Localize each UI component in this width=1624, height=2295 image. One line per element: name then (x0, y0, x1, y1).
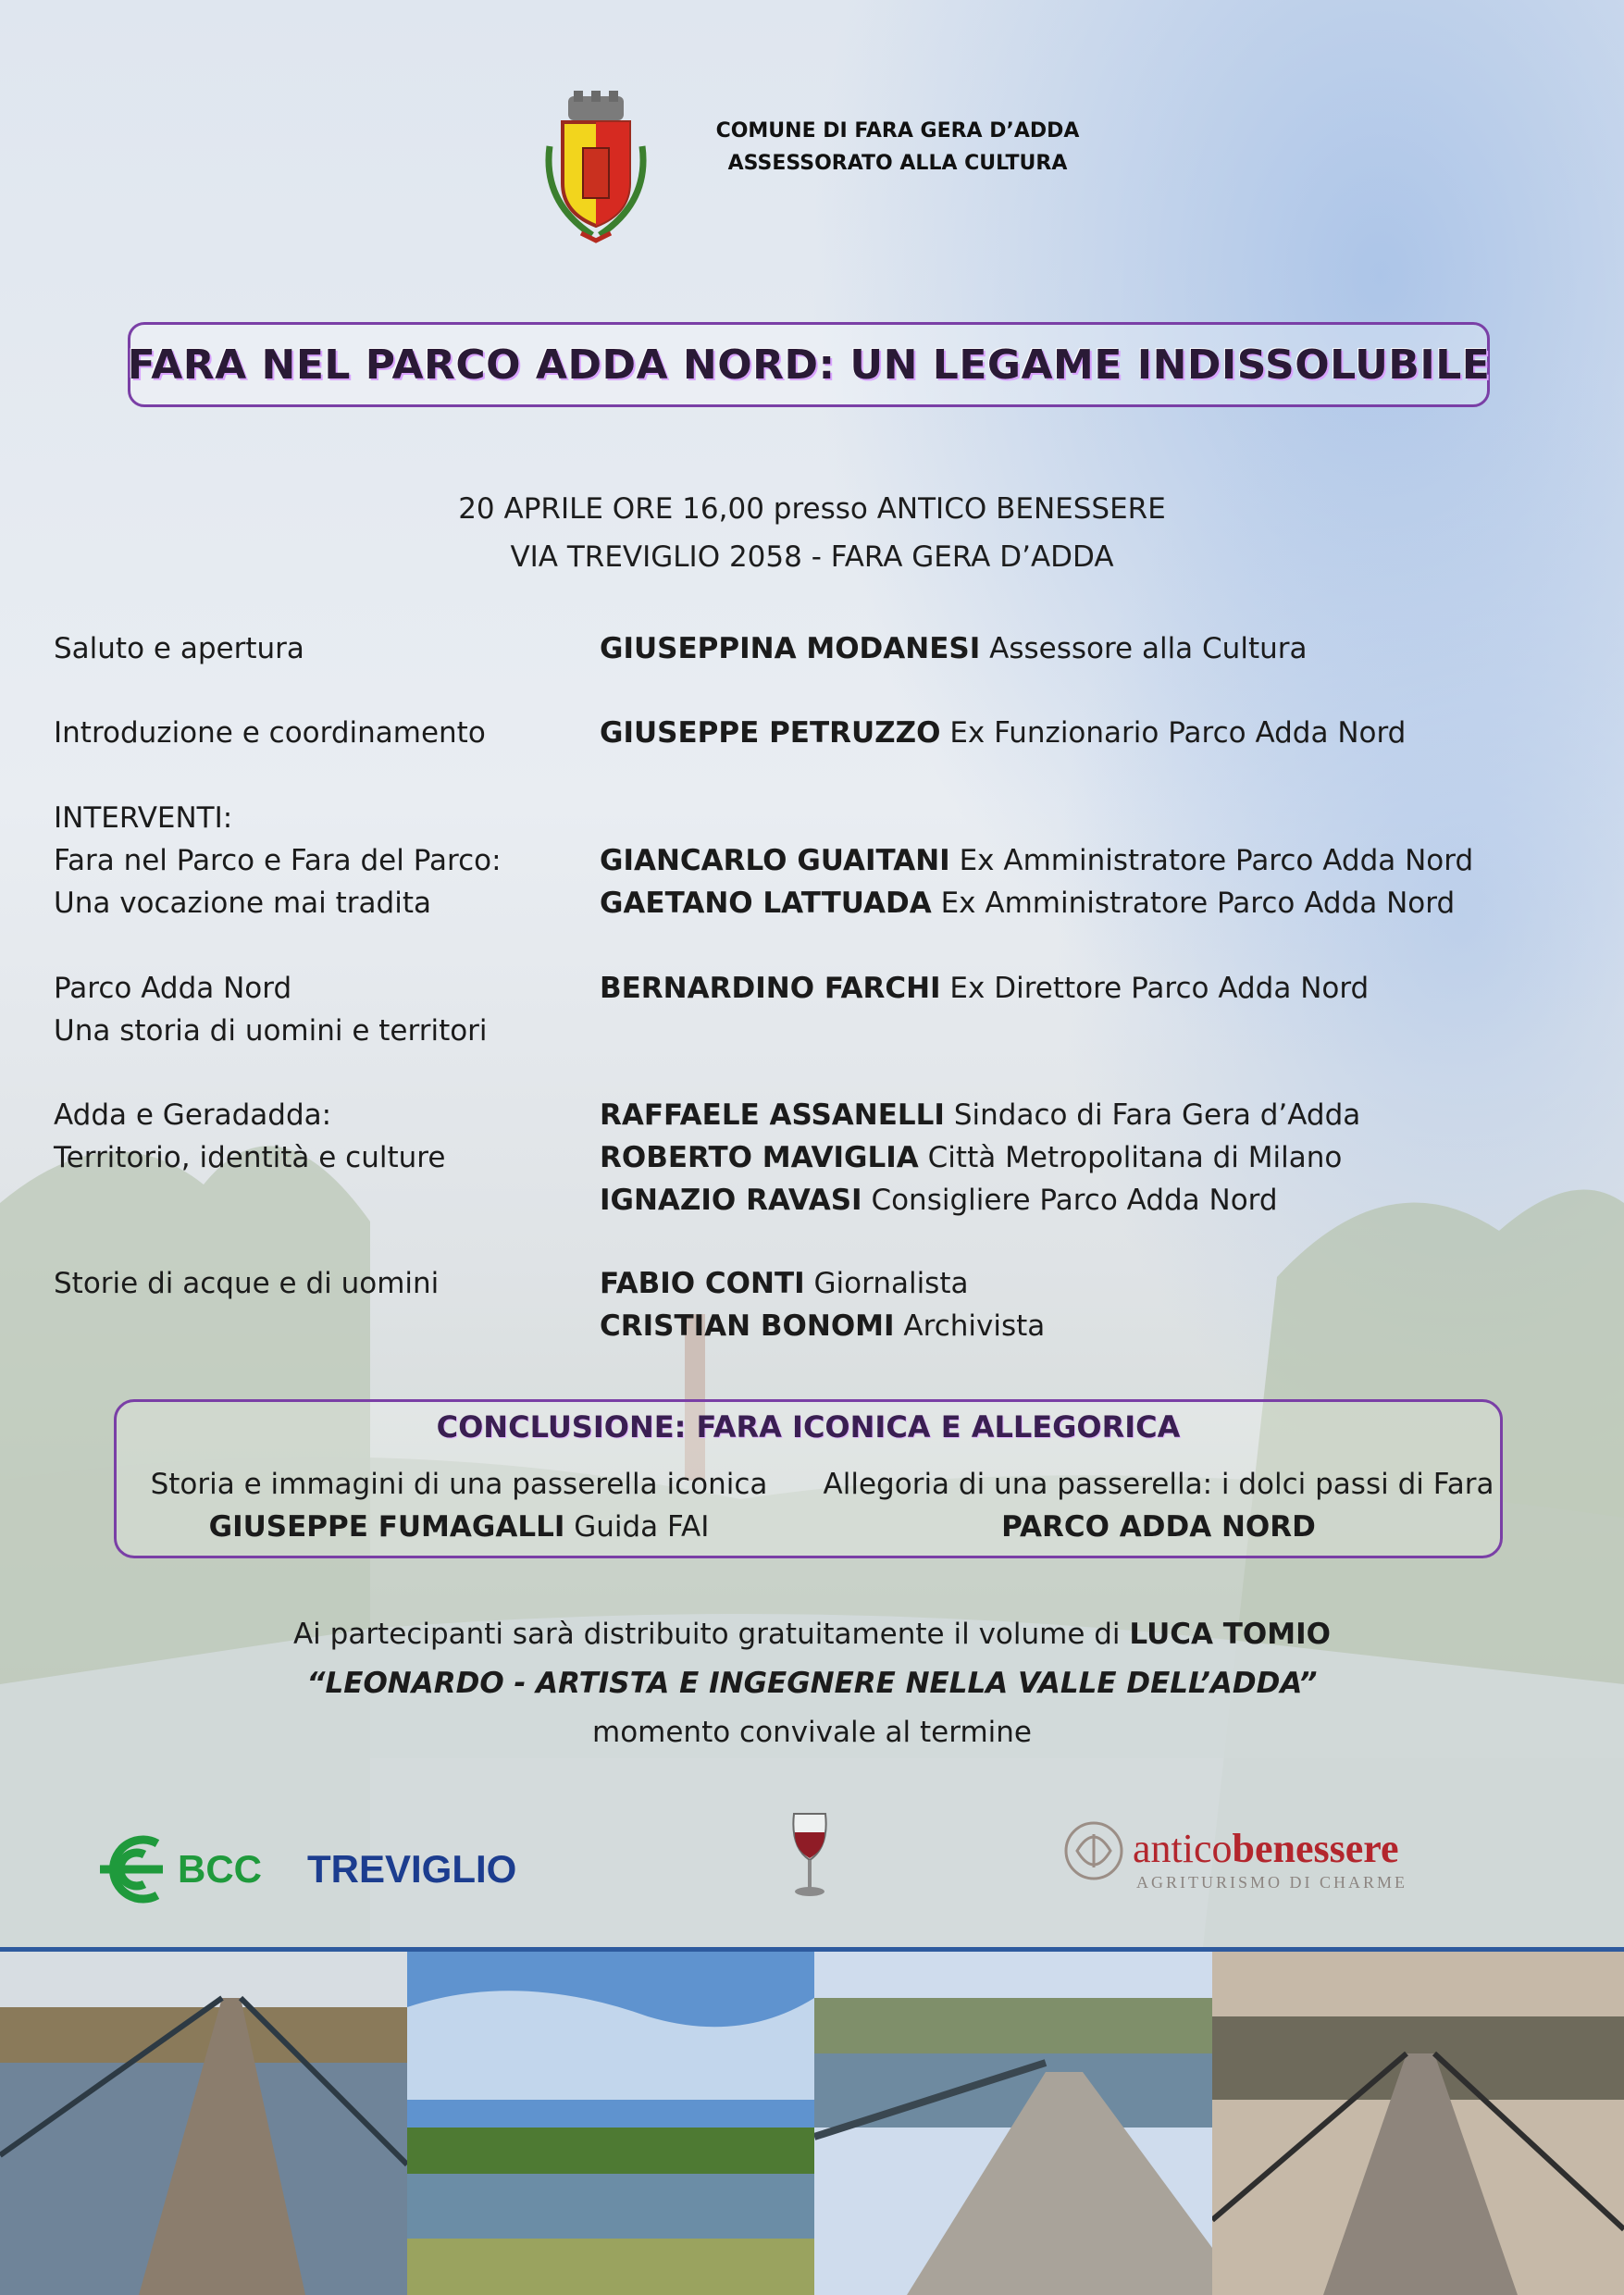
book-author: LUCA TOMIO (1129, 1618, 1332, 1651)
title-frame (128, 322, 1490, 407)
speaker-role: Ex Amministratore Parco Adda Nord (940, 887, 1456, 920)
program-label-line-2: Territorio, identità e culture (54, 1141, 446, 1174)
conclusion-left-topic: Storia e immagini di una passerella iconica (150, 1468, 768, 1501)
speaker-line (600, 1305, 1599, 1347)
program-label-line-1: Parco Adda Nord (54, 972, 292, 1005)
speaker-role: Archivista (903, 1309, 1046, 1343)
photo-bridge-3 (1212, 1952, 1624, 2295)
bcc-treviglio-logo (93, 1830, 574, 1908)
book-title: “LEONARDO - ARTISTA E INGEGNERE NELLA VALLE DELL’ADDA” (306, 1667, 1318, 1700)
bcc-text: BCC (178, 1847, 262, 1891)
speaker-name: GAETANO LATTUADA (600, 887, 932, 920)
speaker-name: GIUSEPPE FUMAGALLI (208, 1510, 565, 1544)
closing-pre: Ai partecipanti sarà distribuito gratuitamente il volume di (292, 1618, 1121, 1651)
speaker-role: Ex Amministratore Parco Adda Nord (959, 844, 1474, 877)
event-date-line: 20 APRILE ORE 16,00 presso ANTICO BENESSERE (458, 492, 1166, 526)
antico-word-2: benessere (1232, 1826, 1399, 1871)
program-label-line-1: Fara nel Parco e Fara del Parco: (54, 844, 502, 877)
program-label: Storie di acque e di uomini (54, 1267, 440, 1300)
speaker-name: IGNAZIO RAVASI (600, 1184, 862, 1217)
speaker-name: GIANCARLO GUAITANI (600, 844, 950, 877)
speaker-name: RAFFAELE ASSANELLI (600, 1098, 945, 1132)
speaker-role: Ex Funzionario Parco Adda Nord (949, 716, 1407, 750)
conclusion-right-speaker (816, 1506, 1501, 1548)
conclusion-right (816, 1463, 1501, 1548)
speaker-line (600, 627, 1599, 670)
photo-strip (0, 1947, 1624, 2295)
speaker-line (600, 712, 1599, 754)
photo-bridge-2 (814, 1952, 1212, 2295)
speaker-line (600, 1094, 1599, 1136)
antico-benessere-logo (1062, 1814, 1506, 1897)
event-details (0, 485, 1624, 581)
organizer-line-1: COMUNE DI FARA GERA D’ADDA (715, 119, 1080, 143)
speaker-name: ROBERTO MAVIGLIA (600, 1141, 919, 1174)
program-label (54, 967, 590, 1052)
photo-bridge-1 (0, 1952, 407, 2295)
speaker-name: BERNARDINO FARCHI (600, 972, 941, 1005)
closing-line-1 (0, 1610, 1624, 1659)
program-label-line-2: Una storia di uomini e territori (54, 1014, 488, 1048)
conclusion-left (117, 1463, 801, 1548)
speaker-name: GIUSEPPE PETRUZZO (600, 716, 941, 750)
program-label: Saluto e apertura (54, 632, 304, 665)
speaker-role: Città Metropolitana di Milano (927, 1141, 1343, 1174)
speaker-role: Sindaco di Fara Gera d’Adda (953, 1098, 1361, 1132)
speaker-name: GIUSEPPINA MODANESI (600, 632, 981, 665)
speaker-line (600, 1179, 1599, 1222)
antico-word-1: antico (1133, 1826, 1233, 1871)
conclusion-left-speaker (117, 1506, 801, 1548)
conclusion-right-topic: Allegoria di una passerella: i dolci passi di Fara (823, 1468, 1494, 1501)
organizer-header (685, 115, 1110, 180)
page-title: FARA NEL PARCO ADDA NORD: UN LEGAME INDISSOLUBILE (127, 341, 1491, 389)
speaker-role: Ex Direttore Parco Adda Nord (949, 972, 1370, 1005)
conclusion-frame (114, 1399, 1503, 1558)
speaker-role: Assessore alla Cultura (989, 632, 1308, 665)
treviglio-text: TREVIGLIO (307, 1847, 517, 1891)
speaker-list (600, 1262, 1599, 1347)
program-label-line-1: Adda e Geradadda: (54, 1098, 332, 1132)
speaker-role: Guida FAI (574, 1510, 710, 1544)
speaker-name: PARCO ADDA NORD (1001, 1510, 1316, 1544)
municipal-crest-icon (537, 91, 655, 244)
speaker-line (600, 839, 1599, 882)
speaker-line (600, 1136, 1599, 1179)
program-label: Introduzione e coordinamento (54, 716, 486, 750)
speaker-name: CRISTIAN BONOMI (600, 1309, 895, 1343)
organizer-line-2: ASSESSORATO ALLA CULTURA (727, 152, 1068, 175)
speaker-role: Consigliere Parco Adda Nord (871, 1184, 1278, 1217)
speaker-line (600, 1262, 1599, 1305)
program-label: INTERVENTI: (54, 801, 233, 835)
speaker-role: Giornalista (813, 1267, 969, 1300)
program-label-line-2: Una vocazione mai tradita (54, 887, 431, 920)
antico-benessere-mark-icon (1066, 1823, 1122, 1879)
event-address-line: VIA TREVIGLIO 2058 - FARA GERA D’ADDA (510, 540, 1114, 574)
speaker-list (600, 1094, 1599, 1222)
program-label (54, 839, 590, 924)
antico-text (1133, 1826, 1399, 1871)
speaker-list (600, 839, 1599, 924)
antico-subtitle: AGRITURISMO DI CHARME (1136, 1873, 1408, 1892)
closing-notes (0, 1610, 1624, 1757)
conclusion-title: CONCLUSIONE: FARA ICONICA E ALLEGORICA (436, 1409, 1181, 1445)
speaker-name: FABIO CONTI (600, 1267, 805, 1300)
bcc-mark-icon (100, 1840, 163, 1899)
program-label (54, 1094, 590, 1179)
photo-river (407, 1952, 814, 2295)
speaker-line (600, 967, 1599, 1010)
wine-glass-icon (788, 1810, 831, 1899)
closing-line-3: momento convivale al termine (592, 1716, 1032, 1749)
speaker-line (600, 882, 1599, 924)
